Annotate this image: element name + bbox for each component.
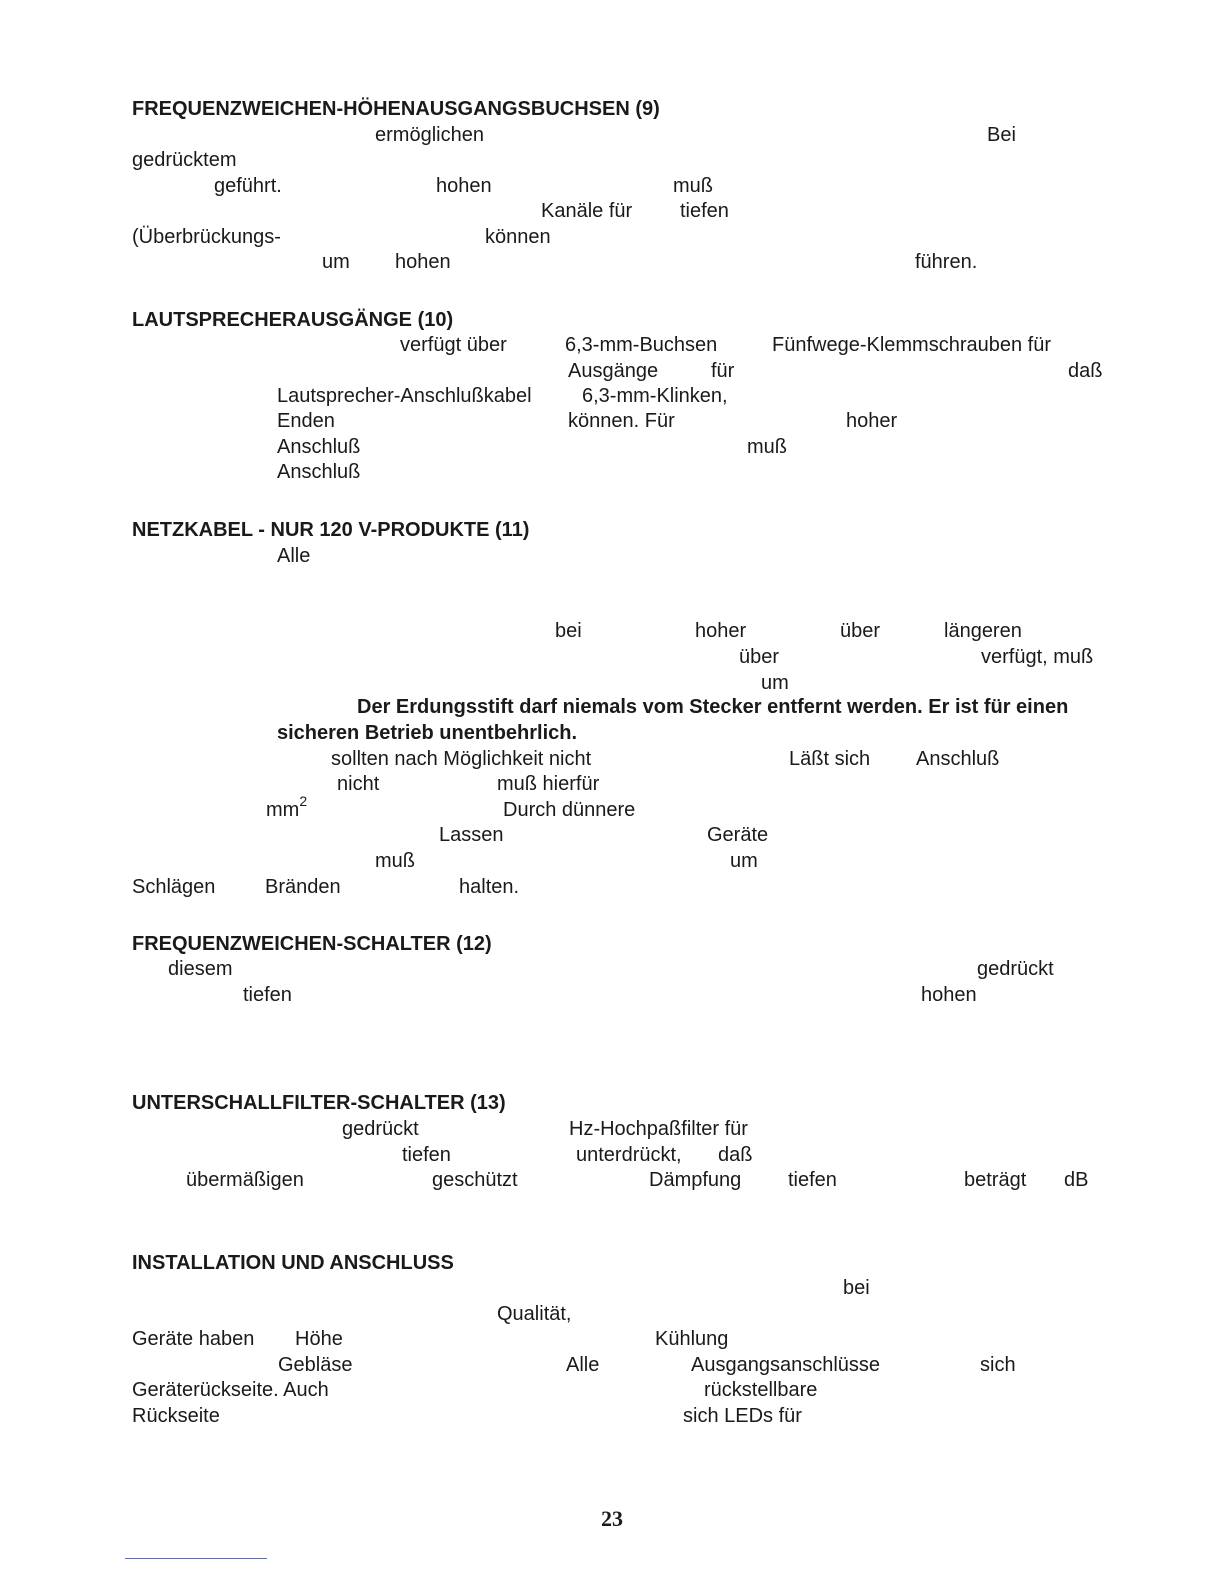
text-fragment: hohen <box>436 175 492 197</box>
text-fragment: geführt. <box>214 175 282 197</box>
text-fragment: Höhe <box>295 1328 343 1350</box>
text-fragment: Läßt sich <box>789 748 871 770</box>
text-fragment: hoher <box>846 410 898 432</box>
text-fragment: muß <box>375 850 415 872</box>
text-fragment: verfügt über <box>400 334 507 356</box>
text-fragment: Anschluß <box>277 436 361 458</box>
section-heading-subsonic-filter-switch: UNTERSCHALLFILTER-SCHALTER (13) <box>132 1092 506 1114</box>
text-fragment: geschützt <box>432 1169 518 1191</box>
text-fragment: bei <box>843 1277 870 1299</box>
text-fragment: 6,3-mm-Buchsen <box>565 334 718 356</box>
text-fragment: Kühlung <box>655 1328 729 1350</box>
text-fragment: ermöglichen <box>375 124 484 146</box>
text-fragment: tiefen <box>680 200 729 222</box>
section-heading-installation: INSTALLATION UND ANSCHLUSS <box>132 1252 454 1274</box>
text-fragment: Alle <box>277 545 311 567</box>
text-fragment: Schlägen <box>132 876 216 898</box>
footer-rule <box>125 1558 267 1559</box>
section-heading-power-cord: NETZKABEL - NUR 120 V-PRODUKTE (11) <box>132 519 530 541</box>
text-fragment: können <box>485 226 551 248</box>
text-fragment: Gebläse <box>278 1354 353 1376</box>
text-fragment: muß hierfür <box>497 773 600 795</box>
text-fragment: Dämpfung <box>649 1169 742 1191</box>
text-fragment: bei <box>555 620 582 642</box>
text-fragment: Bränden <box>265 876 341 898</box>
section-heading-crossover-switch: FREQUENZWEICHEN-SCHALTER (12) <box>132 933 492 955</box>
text-fragment: Alle <box>566 1354 600 1376</box>
cross-section-unit: $mm^2$ <box>266 793 308 821</box>
text-fragment: hoher <box>695 620 747 642</box>
text-fragment: muß <box>747 436 787 458</box>
text-fragment: gedrückt <box>342 1118 419 1140</box>
text-fragment: Fünfwege-Klemmschrauben für <box>772 334 1052 356</box>
section-heading-speaker-outputs: LAUTSPRECHERAUSGÄNGE (10) <box>132 309 454 331</box>
text-fragment: Anschluß <box>916 748 1000 770</box>
text-fragment: unterdrückt, <box>576 1144 682 1166</box>
text-fragment: daß <box>718 1144 753 1166</box>
text-fragment: hohen <box>395 251 451 273</box>
text-fragment: rückstellbare <box>704 1379 818 1401</box>
page-number: 23 <box>601 1506 623 1531</box>
text-fragment: sich LEDs für <box>683 1405 802 1427</box>
text-fragment: Lautsprecher-Anschlußkabel <box>277 385 532 407</box>
section-heading-crossover-high-outputs: FREQUENZWEICHEN-HÖHENAUSGANGSBUCHSEN (9) <box>132 98 660 120</box>
text-fragment: muß <box>673 175 713 197</box>
text-fragment: Geräterückseite. Auch <box>132 1379 329 1401</box>
text-fragment: tiefen <box>243 984 292 1006</box>
text-fragment: sich <box>980 1354 1016 1376</box>
text-fragment: Bei <box>987 124 1016 146</box>
text-fragment: Hz-Hochpaßfilter für <box>569 1118 748 1140</box>
text-fragment: um <box>730 850 758 872</box>
text-fragment: führen. <box>915 251 978 273</box>
text-fragment: können. Für <box>568 410 675 432</box>
text-fragment: (Überbrückungs- <box>132 226 281 248</box>
text-fragment: dB <box>1064 1169 1089 1191</box>
text-fragment: Qualität, <box>497 1303 572 1325</box>
text-fragment: übermäßigen <box>186 1169 304 1191</box>
text-fragment: sollten nach Möglichkeit nicht <box>331 748 592 770</box>
text-fragment: tiefen <box>402 1144 451 1166</box>
text-fragment: Ausgänge <box>568 360 659 382</box>
text-fragment: über <box>739 646 780 668</box>
text-fragment: um <box>322 251 350 273</box>
text-fragment: gedrücktem <box>132 149 237 171</box>
text-fragment: Kanäle für <box>541 200 633 222</box>
text-fragment: Rückseite <box>132 1405 220 1427</box>
text-fragment: hohen <box>921 984 977 1006</box>
text-fragment: Lassen <box>439 824 504 846</box>
text-fragment: längeren <box>944 620 1022 642</box>
text-fragment: Geräte haben <box>132 1328 255 1350</box>
text-fragment: diesem <box>168 958 233 980</box>
text-fragment: Ausgangsanschlüsse <box>691 1354 881 1376</box>
text-fragment: um <box>761 672 789 694</box>
text-fragment: für <box>711 360 735 382</box>
text-fragment: gedrückt <box>977 958 1054 980</box>
text-fragment: Durch dünnere <box>503 799 636 821</box>
text-fragment: Geräte <box>707 824 769 846</box>
text-fragment: halten. <box>459 876 520 898</box>
text-fragment: verfügt, muß <box>981 646 1094 668</box>
text-fragment: Enden <box>277 410 335 432</box>
text-fragment: 6,3-mm-Klinken, <box>582 385 728 407</box>
text-fragment: über <box>840 620 881 642</box>
warning-text-line-1: Der Erdungsstift darf niemals vom Stecker entfernt werden. Er ist für einen <box>357 696 1069 718</box>
text-fragment: beträgt <box>964 1169 1027 1191</box>
text-fragment: Anschluß <box>277 461 361 483</box>
text-fragment: tiefen <box>788 1169 837 1191</box>
warning-text-line-2: sicheren Betrieb unentbehrlich. <box>277 722 578 744</box>
text-fragment: daß <box>1068 360 1103 382</box>
text-fragment: nicht <box>337 773 380 795</box>
